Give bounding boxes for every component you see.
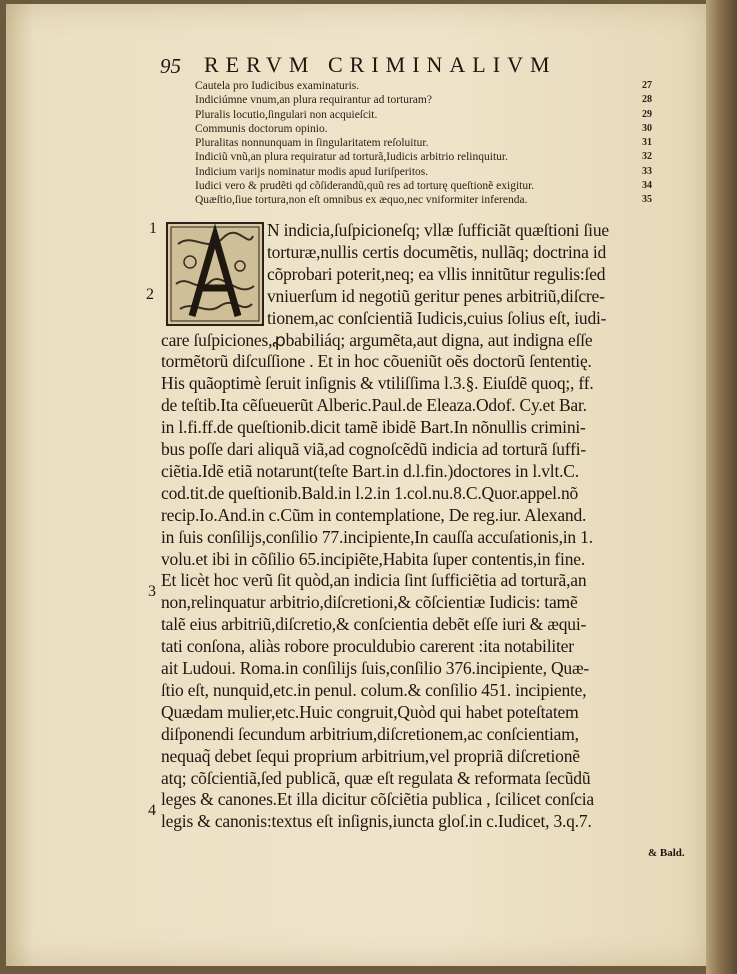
text-line: His quãoptimè ſeruit inſignis & vtiliſſima l.3.§. Eiuſdẽ quoq;, ff. xyxy=(161,373,594,394)
margin-number-4: 4 xyxy=(148,802,156,819)
summary-item-number: 28 xyxy=(642,94,652,106)
text-line: talẽ eius arbitriũ,diſcretio,& conſcientia debẽt eſſe iuri & æqui- xyxy=(161,614,587,635)
summary-item-text: Communis doctorum opinio. xyxy=(195,122,328,135)
text-line: ciẽtia.Idẽ etiã notarunt(teſte Bart.in d.l.fin.)doctores in l.vlt.C. xyxy=(161,460,579,481)
text-line: cõprobari poterit,neq; ea vllis innitũtur regulis:ſed xyxy=(267,263,606,284)
text-line: ſtio eſt, nunquid,etc.in penul. colum.& conſilio 451. incipiente, xyxy=(161,679,587,700)
text-line: leges & canones.Et illa dicitur cõſciẽtia publica , ſcilicet conſcia xyxy=(161,789,594,810)
summary-item-text: Indiciúmne vnum,an plura requirantur ad torturam? xyxy=(195,94,432,107)
decorated-initial-icon xyxy=(168,224,262,324)
page-edge xyxy=(706,0,737,974)
text-line: care ſuſpiciones,ꝓbabiliáq; argumẽta,aut digna, aut indigna eſſe xyxy=(161,329,593,350)
summary-item-text: Cautela pro Iudicibus examinaturis. xyxy=(195,80,360,92)
summary-item xyxy=(195,109,665,123)
summary-item-number: 35 xyxy=(642,194,652,206)
summary-item-number: 33 xyxy=(642,165,652,177)
summary-item-text: Indicium varijs nominatur modis apud Iuriſperitos. xyxy=(195,165,429,178)
text-line: de teſtib.Ita cẽſueuerũt Alberic.Paul.de Eleaza.Odof. Cy.et Bar. xyxy=(161,395,587,416)
summary-item xyxy=(195,80,665,94)
text-line: atq; cõſcientiã,ſed publicã, quæ eſt regulata & reformata ſecũdũ xyxy=(161,767,591,788)
summary-item-number: 29 xyxy=(642,108,652,120)
catchword: & Bald. xyxy=(648,847,685,859)
text-line: in l.fi.ff.de queſtionib.dicit tamẽ ibidẽ Bart.In nõnullis crimini- xyxy=(161,417,586,438)
running-header xyxy=(160,52,680,82)
text-line: vniuerſum id negotiũ geritur penes arbitriũ,diſcre- xyxy=(267,285,605,306)
summary-list xyxy=(195,80,665,209)
text-line: volu.et ibi in cõſilio 65.incipiẽte,Habita ſuper contentis,in fine. xyxy=(161,548,585,569)
summary-item-text: Pluralis locutio,ſingulari non acquieſcit. xyxy=(195,108,378,121)
summary-item xyxy=(195,166,665,180)
text-line: in ſuis conſilijs,conſilio 77.incipiente,In cauſſa accuſationis,in 1. xyxy=(161,526,593,547)
text-line: tati conſona, aliàs robore proculdubio carerent :ita notabiliter xyxy=(161,636,574,657)
summary-item xyxy=(195,194,665,208)
text-line: bus poſſe dari aliquã viã,ad cognoſcẽdũ indicia ad torturã ſuffi- xyxy=(161,439,587,459)
summary-item xyxy=(195,151,665,165)
text-line: N indicia,ſuſpicioneſq; vllæ ſufficiãt quæſtioni ſiue xyxy=(267,220,609,240)
margin-number-3: 3 xyxy=(148,583,156,600)
page-number: 95 xyxy=(160,54,181,78)
margin-number-1: 1 xyxy=(149,220,157,237)
summary-item-number: 30 xyxy=(642,122,652,134)
text-line: diſponendi ſecundum arbitrium,diſcretionem,ac conſcientiam, xyxy=(161,723,579,744)
text-line: Et licèt hoc verũ ſit quòd,an indicia ſint ſufficiẽtia ad torturã,an xyxy=(161,570,587,591)
decorated-initial-a xyxy=(166,222,264,326)
text-line: nequaq̃ debet ſequi proprium arbitrium,vel propriã diſcretionẽ xyxy=(161,745,580,766)
margin-number-2: 2 xyxy=(146,286,154,303)
summary-item-number: 32 xyxy=(642,151,652,163)
summary-item-text: Pluralitas nonnunquam in ſingularitatem reſoluitur. xyxy=(195,137,429,150)
summary-item xyxy=(195,123,665,137)
text-line: tormẽtorũ diſcuſſione . Et in hoc cõueniũt oẽs doctorũ ſententię. xyxy=(161,351,592,372)
text-line: Quædam mulier,etc.Huic congruit,Quòd qui habet poteſtatem xyxy=(161,701,579,722)
summary-item-text: Quæſtio,ſiue tortura,non eſt omnibus ex æquo,nec vniformiter inferenda. xyxy=(195,194,528,207)
text-line: cod.tit.de queſtionib.Bald.in l.2.in 1.col.nu.8.C.Quor.appel.nõ xyxy=(161,482,579,503)
text-line: torturæ,nullis certis documẽtis, nullãq; doctrina id xyxy=(267,241,607,262)
text-line: tionem,ac conſcientiã Iudicis,cuius ſolius eſt, iudi- xyxy=(267,307,607,328)
text-line: ait Ludoui. Roma.in conſilijs ſuis,conſilio 376.incipiente, Quæ- xyxy=(161,658,590,678)
summary-item xyxy=(195,180,665,194)
summary-item xyxy=(195,94,665,108)
running-title: RERVM CRIMINALIVM xyxy=(204,52,557,77)
summary-item xyxy=(195,137,665,151)
summary-item-number: 31 xyxy=(642,137,652,149)
text-line: recip.Io.And.in c.Cũm in contemplatione, De reg.iur. Alexand. xyxy=(161,504,587,525)
summary-item-text: Iudici vero & prudẽti qd cõſiderandũ,quũ res ad torturę queſtionẽ exigitur. xyxy=(195,180,535,193)
summary-item-number: 34 xyxy=(642,180,652,192)
text-line: legis & canonis:textus eſt inſignis,iuncta gloſ.in c.Iudicet, 3.q.7. xyxy=(161,811,592,832)
summary-item-text: Indiciũ vnũ,an plura requiratur ad torturã,Iudicis arbitrio relinquitur. xyxy=(195,151,508,164)
summary-item-number: 27 xyxy=(642,80,652,91)
text-line: non,relinquatur arbitrio,diſcretioni,& cõſcientiæ Iudicis: tamẽ xyxy=(161,592,578,613)
